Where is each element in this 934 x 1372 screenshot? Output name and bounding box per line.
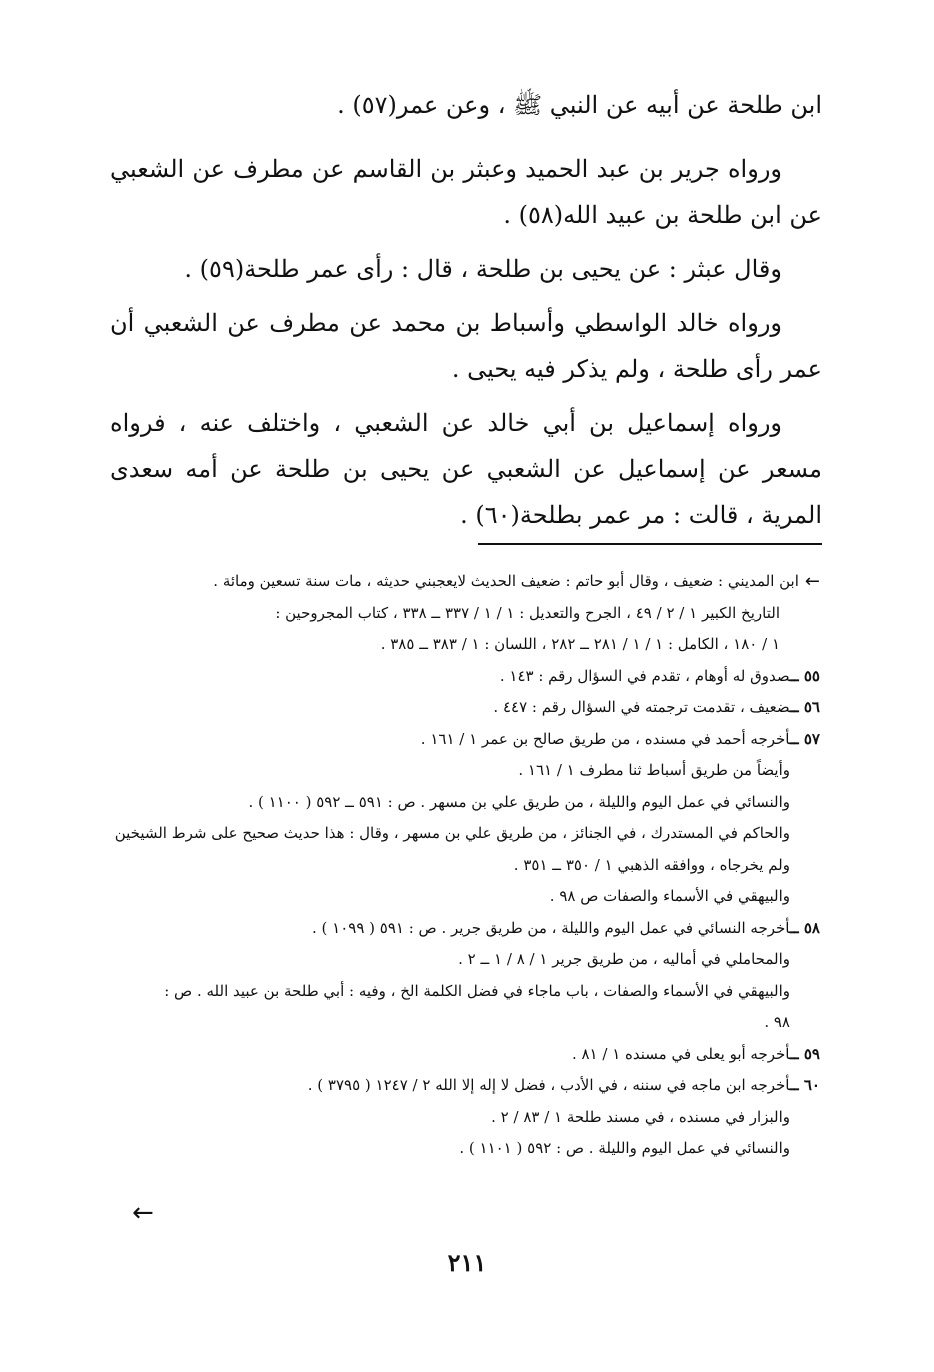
main-text <box>110 82 822 546</box>
footnote-line: ←ابن المديني : ضعيف ، وقال أبو حاتم : ضعيف الحديث لايعجبني حديثه ، مات سنة تسعين ومائة . <box>114 566 820 598</box>
paragraph-3: وقال عبثر : عن يحيى بن طلحة ، قال : رأى عمر طلحة(٥٩) . <box>184 255 782 283</box>
footnote-line: والحاكم في المستدرك ، في الجنائز ، من طريق علي بن مسهر ، وقال : هذا حديث صحيح على شرط الشيخين <box>114 824 790 843</box>
footnote-55: ٥٥ ــصدوق له أوهام ، تقدم في السؤال رقم : ١٤٣ . <box>499 666 820 685</box>
footnote-59: ٥٩ ــأخرجه أبو يعلى في مسنده ١ / ٨١ . <box>571 1044 820 1063</box>
footnote-line: ١ / ١٨٠ ، الكامل : ١ / ١ / ٢٨١ ــ ٢٨٢ ، اللسان : ١ / ٣٨٣ ــ ٣٨٥ . <box>380 635 780 654</box>
paragraph-1: ابن طلحة عن أبيه عن النبي ﷺ ، وعن عمر(٥٧) . <box>337 91 822 119</box>
footnote-line: والبزار في مسنده ، في مسند طلحة ١ / ٨٣ / ٢ . <box>491 1107 790 1126</box>
footnote-line: والبيهقي في الأسماء والصفات ص ٩٨ . <box>549 887 790 906</box>
paragraph-4: ورواه خالد الواسطي وأسباط بن محمد عن مطرف عن الشعبي أن عمر رأى طلحة ، ولم يذكر فيه يحيى . <box>110 309 822 383</box>
page-continues-arrow-icon: ← <box>132 1198 154 1228</box>
footnote-58: ٥٨ ــأخرجه النسائي في عمل اليوم والليلة ، من طريق جرير . ص : ٥٩١ ( ١٠٩٩ ) . <box>312 918 820 937</box>
footnote-line: ولم يخرجاه ، ووافقه الذهبي ١ / ٣٥٠ ــ ٣٥١ . <box>513 855 790 874</box>
footnote-line: التاريخ الكبير ١ / ٢ / ٤٩ ، الجرح والتعديل : ١ / ١ / ٣٣٧ ــ ٣٣٨ ، كتاب المجروحين : <box>275 603 780 622</box>
footnote-line: والنسائي في عمل اليوم والليلة ، من طريق علي بن مسهر . ص : ٥٩١ ــ ٥٩٢ ( ١١٠٠ ) . <box>248 792 790 811</box>
footnote-line: والمحاملي في أماليه ، من طريق جرير ١ / ٨ / ١ ــ ٢ . <box>458 950 790 969</box>
footnote-line: والنسائي في عمل اليوم والليلة . ص : ٥٩٢ ( ١١٠١ ) . <box>459 1139 790 1158</box>
footnote-line: ٩٨ . <box>764 1013 790 1032</box>
footnote-57: ٥٧ ــأخرجه أحمد في مسنده ، من طريق صالح بن عمر ١ / ١٦١ . <box>420 729 820 748</box>
footnotes <box>114 566 820 1165</box>
page-number: ٢١١ <box>447 1248 487 1277</box>
footnote-line: وأيضاً من طريق أسباط ثنا مطرف ١ / ١٦١ . <box>518 761 790 780</box>
footnote-60: ٦٠ ــأخرجه ابن ماجه في سننه ، في الأدب ، فضل لا إله إلا الله ٢ / ١٢٤٧ ( ٣٧٩٥ ) . <box>307 1076 820 1095</box>
footnote-56: ٥٦ ــضعيف ، تقدمت ترجمته في السؤال رقم : ٤٤٧ . <box>493 698 820 717</box>
continuation-arrow-icon: ← <box>804 571 820 593</box>
paragraph-5: ورواه إسماعيل بن أبي خالد عن الشعبي ، واختلف عنه ، فرواه مسعر عن إسماعيل عن الشعبي عن يحيى بن طلحة عن أمه سعدى المرية ، قالت : مر عمر بطلحة(٦٠) . <box>110 409 823 529</box>
paragraph-2: ورواه جرير بن عبد الحميد وعبثر بن القاسم عن مطرف عن الشعبي عن ابن طلحة بن عبيد الله(٥٨) . <box>110 155 822 229</box>
footnote-separator <box>478 543 822 545</box>
footnote-line: والبيهقي في الأسماء والصفات ، باب ماجاء في فضل الكلمة الخ ، وفيه : أبي طلحة بن عبيد الله . ص : <box>164 981 790 1000</box>
